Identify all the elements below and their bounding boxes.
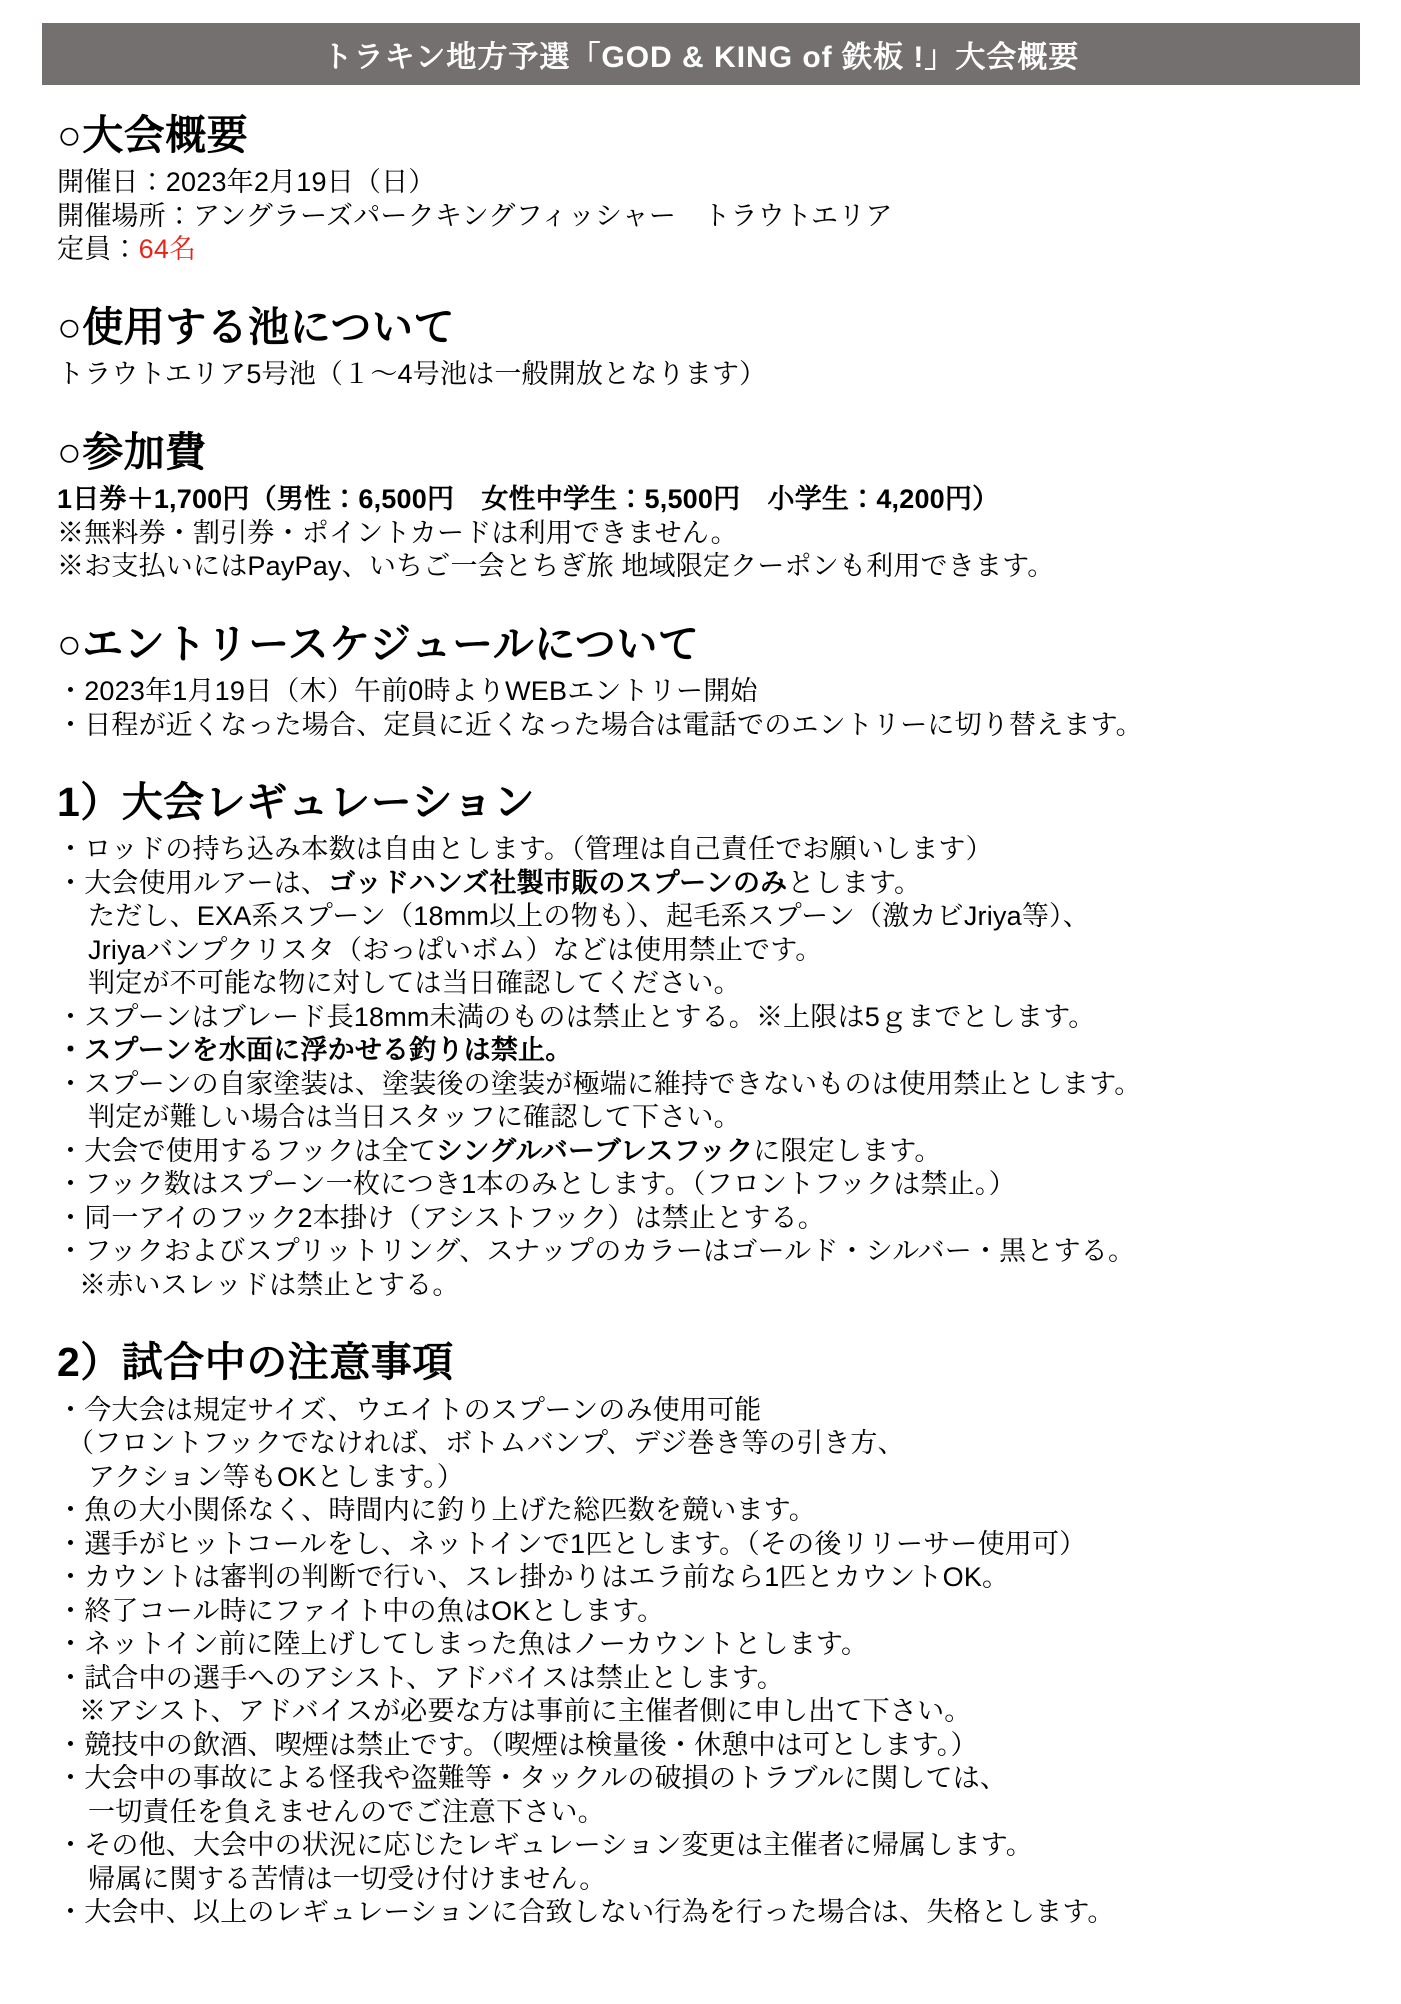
text-segment: アクション等もOKとします。） bbox=[88, 1461, 464, 1492]
text-line bbox=[57, 1427, 1361, 1461]
section-heading-chuui-jikou: 2）試合中の注意事項 bbox=[57, 1339, 454, 1386]
text-line bbox=[57, 709, 1361, 743]
text-segment: （フロントフックでなければ、ボトムバンプ、デジ巻き等の引き方、 bbox=[67, 1428, 905, 1459]
section-chuui-jikou bbox=[57, 1338, 1361, 1929]
text-line bbox=[57, 1202, 1361, 1236]
text-line bbox=[57, 1695, 1361, 1729]
text-segment: ・魚の大小関係なく、時間内に釣り上げた総匹数を競います。 bbox=[57, 1495, 816, 1526]
title-banner bbox=[42, 23, 1360, 85]
text-segment: ※無料券・割引券・ポイントカードは利用できません。 bbox=[57, 517, 738, 548]
text-line bbox=[57, 1461, 1361, 1495]
text-line bbox=[57, 1896, 1361, 1930]
text-line bbox=[57, 1494, 1361, 1528]
text-segment: 開催日：2023年2月19日（日） bbox=[57, 167, 436, 198]
text-line bbox=[57, 1762, 1361, 1796]
text-segment: シングルバーブレスフック bbox=[435, 1135, 754, 1166]
text-segment: ・同一アイのフック2本掛け（アシストフック）は禁止とする。 bbox=[57, 1202, 825, 1233]
text-segment: ・ネットイン前に陸上げしてしまった魚はノーカウントとします。 bbox=[57, 1629, 869, 1660]
section-heading-entry-schedule: ○エントリースケジュールについて bbox=[57, 620, 700, 667]
text-segment: ・大会中、以上のレギュレーションに合致しない行為を行った場合は、失格とします。 bbox=[57, 1897, 1115, 1928]
section-heading-shiyou-ike: ○使用する池について bbox=[57, 303, 455, 350]
section-sankahi bbox=[57, 428, 1361, 584]
text-segment: に限定します。 bbox=[753, 1135, 942, 1166]
text-line bbox=[57, 1829, 1361, 1863]
text-line bbox=[57, 1561, 1361, 1595]
text-line bbox=[57, 200, 1361, 234]
text-segment: 1日券＋1,700円（男性：6,500円 女性中学生：5,500円 小学生：4,200円） bbox=[57, 484, 1000, 515]
text-segment: ・カウントは審判の判断で行い、スレ掛かりはエラ前なら1匹とカウントOK。 bbox=[57, 1562, 1010, 1593]
text-segment: ・今大会は規定サイズ、ウエイトのスプーンのみ使用可能 bbox=[57, 1394, 762, 1425]
text-segment: ・競技中の飲酒、喫煙は禁止です。（喫煙は検量後・休憩中は可とします。） bbox=[57, 1729, 978, 1760]
text-segment: 一切責任を負えませんのでご注意下さい。 bbox=[88, 1796, 605, 1827]
text-line bbox=[57, 1528, 1361, 1562]
text-segment: 帰属に関する苦情は一切受け付けません。 bbox=[88, 1863, 607, 1894]
text-segment: ・フックおよびスプリットリング、スナップのカラーはゴールド・シルバー・黒とする。 bbox=[57, 1236, 1136, 1267]
text-line bbox=[57, 1101, 1361, 1135]
text-line bbox=[57, 833, 1361, 867]
text-segment: ・大会で使用するフックは全て bbox=[57, 1135, 436, 1166]
text-segment: ・スプーンを水面に浮かせる釣りは禁止。 bbox=[57, 1035, 573, 1066]
text-segment: とします。 bbox=[787, 867, 922, 898]
text-segment: ・日程が近くなった場合、定員に近くなった場合は電話でのエントリーに切り替えます。 bbox=[57, 709, 1143, 740]
text-segment: 判定が不可能な物に対しては当日確認してください。 bbox=[88, 968, 741, 999]
text-line bbox=[57, 1168, 1361, 1202]
text-segment: ゴッドハンズ社製市販のスプーンのみ bbox=[328, 867, 788, 898]
text-segment: ・終了コール時にファイト中の魚はOKとします。 bbox=[57, 1595, 665, 1626]
text-line bbox=[57, 1796, 1361, 1830]
text-line bbox=[57, 1628, 1361, 1662]
highlighted-red-text: 64名 bbox=[138, 234, 197, 265]
text-line bbox=[57, 1662, 1361, 1696]
text-line bbox=[57, 1235, 1361, 1269]
text-segment: Jriyaバンプクリスタ（おっぱいボム）などは使用禁止です。 bbox=[88, 934, 823, 965]
text-line bbox=[57, 550, 1361, 584]
section-taikai-gaiyo bbox=[57, 111, 1361, 267]
text-segment: ・スプーンはブレード長18mm未満のものは禁止とする。※上限は5ｇまでとします。 bbox=[57, 1001, 1096, 1032]
text-line bbox=[57, 1034, 1361, 1068]
section-regulation bbox=[57, 778, 1361, 1302]
text-segment: ・試合中の選手へのアシスト、アドバイスは禁止とします。 bbox=[57, 1662, 785, 1693]
text-line bbox=[57, 358, 1361, 392]
document-title: トラキン地方予選「GOD & KING of 鉄板 !」大会概要 bbox=[322, 41, 1080, 74]
text-segment: ・2023年1月19日（木）午前0時よりWEBエントリー開始 bbox=[57, 676, 758, 706]
text-line bbox=[57, 166, 1361, 200]
document-page bbox=[0, 23, 1401, 2004]
text-segment: ・その他、大会中の状況に応じたレギュレーション変更は主催者に帰属します。 bbox=[57, 1830, 1033, 1861]
text-segment: ※アシスト、アドバイスが必要な方は事前に主催者側に申し出て下さい。 bbox=[79, 1696, 972, 1727]
text-line bbox=[57, 675, 1361, 709]
text-line bbox=[57, 483, 1361, 517]
section-shiyou-ike bbox=[57, 303, 1361, 392]
text-line bbox=[57, 967, 1361, 1001]
text-line bbox=[57, 934, 1361, 968]
text-line bbox=[57, 1729, 1361, 1763]
section-entry-schedule bbox=[57, 620, 1361, 742]
text-line bbox=[57, 1135, 1361, 1169]
text-line bbox=[57, 233, 1361, 267]
text-segment: ・ロッドの持ち込み本数は自由とします。（管理は自己責任でお願いします） bbox=[57, 834, 993, 865]
text-line bbox=[57, 1001, 1361, 1035]
text-segment: ※お支払いにはPayPay、いちご一会とちぎ旅 地域限定クーポンも利用できます。 bbox=[57, 551, 1055, 582]
section-heading-regulation: 1）大会レギュレーション bbox=[57, 779, 536, 825]
text-segment: ・スプーンの自家塗装は、塗装後の塗装が極端に維持できないものは使用禁止とします。 bbox=[57, 1068, 1142, 1099]
text-segment: ただし、EXA系スプーン（18mm以上の物も）、起毛系スプーン（激カビJriya等）、 bbox=[88, 901, 1090, 932]
text-segment: ・大会使用ルアーは、 bbox=[57, 867, 329, 898]
text-segment: 判定が難しい場合は当日スタッフに確認して下さい。 bbox=[88, 1102, 741, 1133]
text-line bbox=[57, 1595, 1361, 1629]
text-line bbox=[57, 867, 1361, 901]
text-segment: ※赤いスレッドは禁止とする。 bbox=[79, 1269, 460, 1300]
text-line bbox=[57, 900, 1361, 934]
text-segment: トラウトエリア5号池（１～4号池は一般開放となります） bbox=[57, 359, 767, 390]
text-line bbox=[57, 1068, 1361, 1102]
text-segment: ・フック数はスプーン一枚につき1本のみとします。（フロントフックは禁止。） bbox=[57, 1169, 1016, 1200]
text-segment: ・選手がヒットコールをし、ネットインで1匹とします。（その後リリーサー使用可） bbox=[57, 1528, 1087, 1559]
section-heading-sankahi: ○参加費 bbox=[57, 428, 207, 475]
section-heading-taikai-gaiyo: ○大会概要 bbox=[57, 112, 249, 158]
text-line bbox=[57, 1394, 1361, 1428]
text-segment: 定員： bbox=[57, 234, 139, 265]
document-body bbox=[0, 111, 1401, 1930]
text-line bbox=[57, 1269, 1361, 1303]
text-line bbox=[57, 1863, 1361, 1897]
text-segment: ・大会中の事故による怪我や盗難等・タックルの破損のトラブルに関しては、 bbox=[57, 1763, 1008, 1794]
text-segment: 開催場所：アングラーズパークキングフィッシャー トラウトエリア bbox=[57, 200, 893, 231]
text-line bbox=[57, 517, 1361, 551]
